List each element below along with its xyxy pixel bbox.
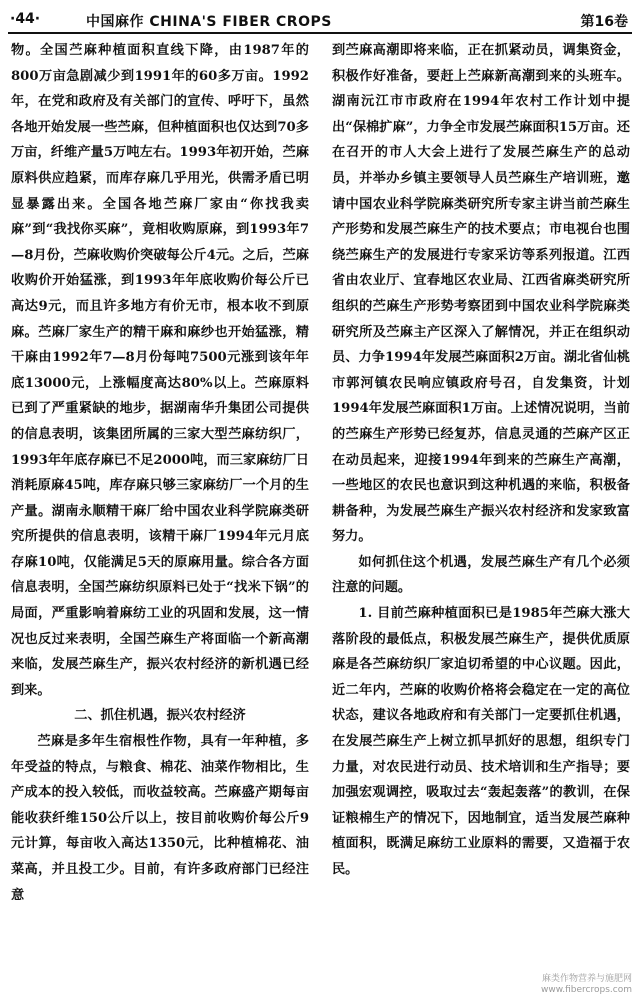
site-watermark	[541, 974, 632, 996]
page-number: ·44·	[10, 11, 41, 27]
right-paragraph-2: 如何抓住这个机遇，发展苎麻生产有几个必须注意的问题。	[332, 554, 630, 596]
watermark-line-1: 麻类作物营养与施肥网	[541, 974, 632, 984]
right-paragraph-3: 1. 目前苎麻种植面积已是1985年苎麻大涨大落阶段的最低点，积极发展苎麻生产，提供优质原麻是各苎麻纺织厂家迫切希望的中心议题。因此，近二年内，苎麻的收购价格将会稳定在一定的高位状态，建议各地政府和有关部门一定要抓住机遇，在发展苎麻生产上树立抓早抓好的思想，组织专门力量，对农民进行动员、技术培训和生产指导；要加强宏观调控，吸取过去“轰起轰落”的教训，在保证粮棉生产的情况下，因地制宜，适当发展苎麻种植面积，既满足麻纺工业原料的需要，又造福于农民。	[332, 606, 630, 877]
volume-number: 第16卷	[580, 14, 628, 30]
section-heading: 二、抓住机遇，振兴农村经济	[74, 708, 246, 724]
watermark-line-2: www.fibercrops.com	[541, 985, 632, 995]
right-paragraph-1: 到苎麻高潮即将来临，正在抓紧动员，调集资金，积极作好准备，要赶上苎麻新高潮到来的头班车。湖南沅江市市政府在1994年农村工作计划中提出“保棉扩麻”，力争全市发展苎麻面积15万亩。还在召开的市人大会上进行了发展苎麻生产的总动员，并举办乡镇主要领导人员苎麻生产培训班，邀请中国农业科学院麻类研究所专家主讲当前苎麻生产形势和发展苎麻生产的技术要点；市电视台也围绕苎麻生产的发展进行专家采访等系列报道。江西省由农业厅、宜春地区农业局、江西省麻类研究所组织的苎麻生产形势考察团到中国农业科学院麻类研究所及苎麻主产区深入了解情况，并正在组织动员、力争1994年发展苎麻面积2万亩。湖北省仙桃市郭河镇农民响应镇政府号召，自发集资，计划1994年发展苎麻面积1万亩。上述情况说明，当前的苎麻生产形势已经复苏，信息灵通的苎麻产区正在动员起来，迎接1994年到来的苎麻生产高潮，一些地区的农民也意识到这种机遇的来临，积极备耕备种，为发展苎麻生产振兴农村经济和发家致富努力。	[332, 43, 630, 545]
journal-title: 中国麻作 CHINA'S FIBER CROPS	[86, 14, 332, 30]
left-paragraph-2: 苎麻是多年生宿根性作物，具有一年种植，多年受益的特点，与粮食、棉花、油菜作物相比，生产成本的投入较低，而收益较高。苎麻盛产期每亩能收获纤维150公斤以上，按目前收购价每公斤9元计算，每亩收入高达1350元，比种植棉花、油菜高，并且投工少。目前，有许多政府部门已经注意	[11, 734, 309, 903]
left-column	[11, 38, 309, 908]
page-header	[8, 4, 632, 34]
left-paragraph-1: 物。全国苎麻种植面积直线下降，由1987年的800万亩急剧减少到1991年的60多万亩。1992年，在党和政府及有关部门的宣传、呼吁下，虽然各地开始发展一些苎麻，但种植面积也仅达到70多万亩，纤维产量5万吨左右。1993年初开始，苎麻原料供应趋紧，而库存麻几乎用光，供需矛盾已明显暴露出来。全国各地苎麻厂家由“你找我卖麻”到“我找你买麻”，竟相收购原麻，到1993年7—8月份，苎麻收购价突破每公斤4元。之后，苎麻收购价开始猛涨，到1993年年底收购价每公斤已高达9元，而且许多地方有价无市，根本收不到原麻。苎麻厂家生产的精干麻和麻纱也开始猛涨，精干麻由1992年7—8月份每吨7500元涨到该年年底13000元，上涨幅度高达80%以上。苎麻原料已到了严重紧缺的地步，据湖南华升集团公司提供的信息表明，该集团所属的三家大型苎麻纺织厂，1993年年底存麻已不足2000吨，而三家麻纺厂日消耗原麻45吨，库存麻只够三家麻纺厂一个月的生产量。湖南永顺精干麻厂给中国农业科学院麻类研究所提供的信息表明，该精干麻厂1994年元月底存麻10吨，仅能满足5天的原麻用量。综合各方面信息表明，全国苎麻纺织原料已处于“找米下锅”的局面，严重影响着麻纺工业的巩固和发展，这一情况也反过来表明，全国苎麻生产将面临一个新高潮来临，发展苎麻生产，振兴农村经济的新机遇已经到来。	[11, 43, 309, 698]
right-column	[332, 38, 630, 883]
